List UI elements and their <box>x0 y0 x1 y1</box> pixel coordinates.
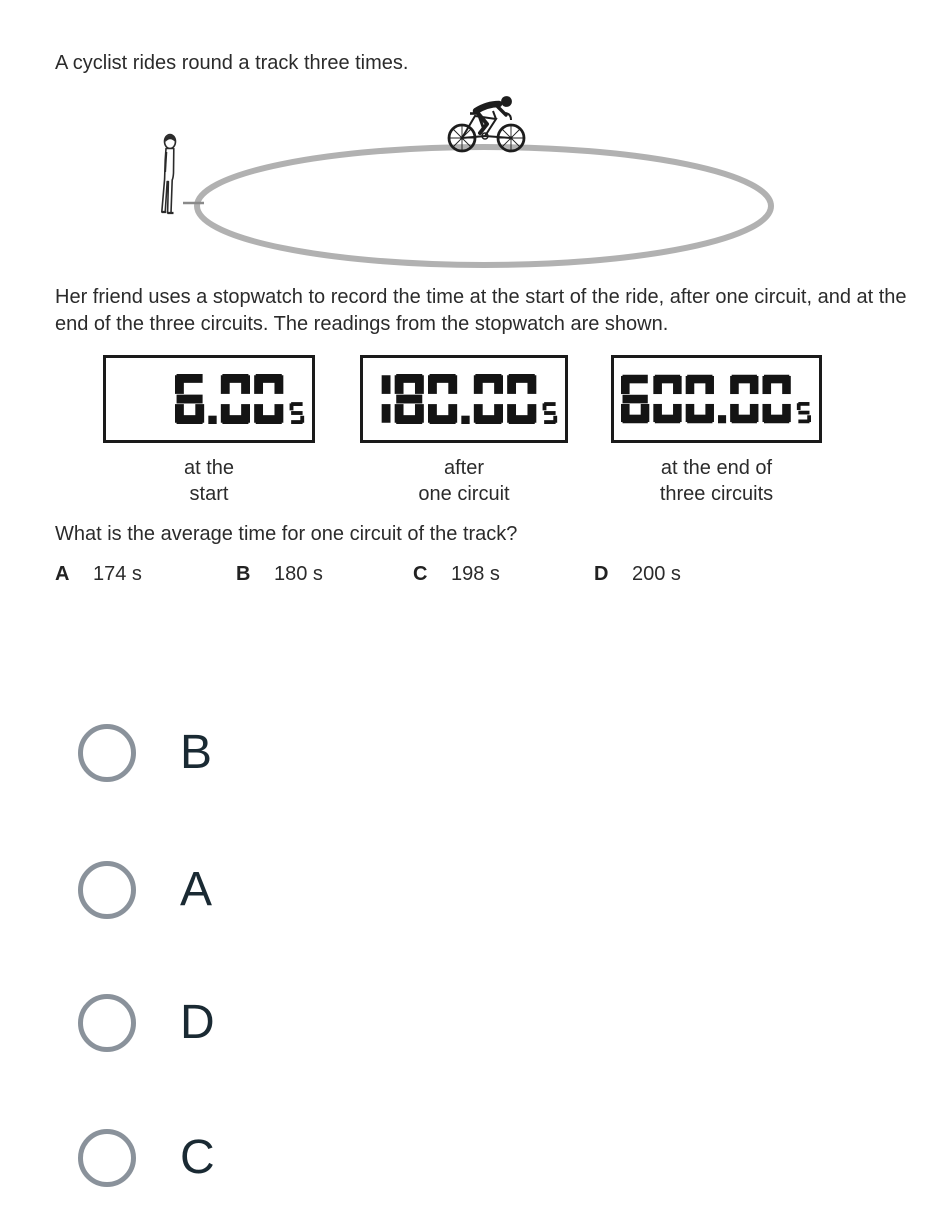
stopwatch-display <box>621 374 812 424</box>
stopwatch-box-start <box>103 355 315 443</box>
answer-option-label: A <box>180 863 213 916</box>
standing-person-icon <box>162 135 176 214</box>
stopwatch-caption-three-circuits: at the end of three circuits <box>659 457 774 505</box>
description-text: Her friend uses a stopwatch to record the time at the start of the ride, after one circuit, and at the end of the three circuits. The readings from the stopwatch are shown. <box>55 286 907 335</box>
answer-option-b[interactable] <box>78 724 212 782</box>
oval-track-icon <box>197 147 771 265</box>
answer-option-d[interactable] <box>78 994 215 1052</box>
choice-d <box>594 563 681 586</box>
choice-a <box>55 563 142 586</box>
choice-value: 174 s <box>93 563 142 585</box>
choice-c <box>413 563 500 586</box>
answer-option-c[interactable] <box>78 1129 215 1187</box>
choice-value: 200 s <box>632 563 681 585</box>
answer-option-label: D <box>180 996 215 1049</box>
choice-letter: A <box>55 563 70 585</box>
stopwatch-box-three-circuits <box>611 355 822 443</box>
cyclist-icon <box>449 96 524 151</box>
choice-letter: C <box>413 563 428 585</box>
track-illustration <box>0 0 936 300</box>
choice-b <box>236 563 323 586</box>
answer-option-label: C <box>180 1131 215 1184</box>
choice-value: 198 s <box>451 563 500 585</box>
radio-button[interactable] <box>78 861 136 919</box>
answer-option-a[interactable] <box>78 861 212 919</box>
stopwatch-box-one-circuit <box>360 355 568 443</box>
radio-button[interactable] <box>78 994 136 1052</box>
intro-text: A cyclist rides round a track three times. <box>55 52 409 74</box>
stopwatch-caption-one-circuit: after one circuit <box>418 457 510 505</box>
choice-letter: B <box>236 563 251 585</box>
radio-button[interactable] <box>78 1129 136 1187</box>
stopwatch-display <box>378 374 558 424</box>
radio-button[interactable] <box>78 724 136 782</box>
question-text: What is the average time for one circuit of the track? <box>55 523 518 545</box>
choice-value: 180 s <box>274 563 323 585</box>
stopwatch-display <box>175 374 305 424</box>
choice-letter: D <box>594 563 609 585</box>
stopwatch-caption-start: at the start <box>183 457 235 505</box>
answer-option-label: B <box>180 726 213 779</box>
